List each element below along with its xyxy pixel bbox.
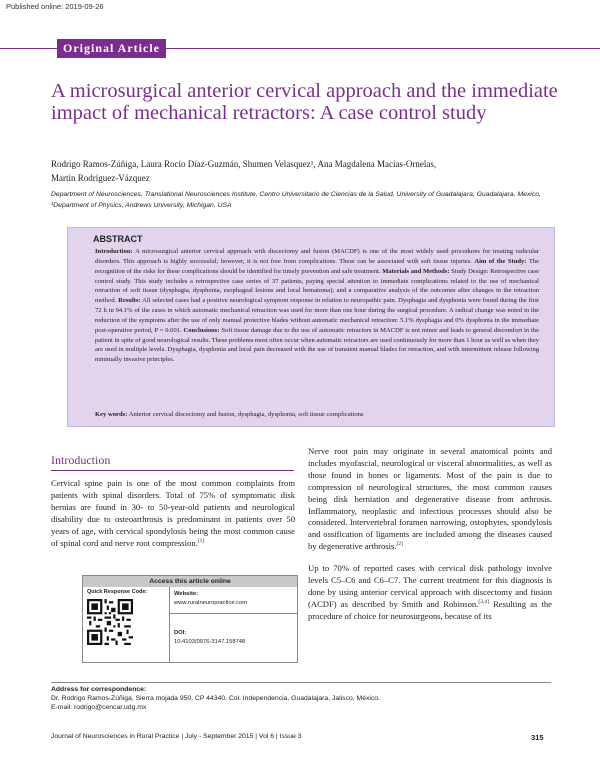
author-list xyxy=(51,157,551,185)
page-number: 315 xyxy=(531,733,544,742)
abstract-methods-text: Study Design: Retrospective case control study. This study includes a retrospective case series of 37 patients, paying special attention to immediate complications related to the use of mechanical retraction of soft tissue (dysphagia, dysphonia, esophageal lesions and local hematoma); and a comparative analysis of the outcomes after changes in the retraction method. xyxy=(95,267,539,305)
right-paragraph-2-text-a: Up to 70% of reported cases with cervical disk pathology involve levels C5–C6 and C6–C7. The current treatment for this diagnosis is done by using anterior cervical approach with discectomy and fusion (ACDF) as described by Smith and Robinson. xyxy=(308,563,552,609)
article-type-label: Original Article xyxy=(57,39,166,58)
doi-label: DOI: xyxy=(174,630,187,636)
website-label: Website: xyxy=(174,591,199,597)
abstract-aim-text: The recognition of the risks for these complications should be identified for timely prevention and safe treatment. xyxy=(95,257,539,275)
abstract-methods-label: Materials and Methods: xyxy=(382,267,450,275)
abstract-intro-text: A microsurgical anterior cervical approach with discectomy and fusion (MACDF) is one of the most widely used procedures for treating radicular disorders. This approach is highly successful; however, it is not free from complications. These can be associated with soft tissue injuries. xyxy=(95,248,539,265)
access-box-heading: Access this article online xyxy=(83,576,297,587)
article-type-banner xyxy=(0,39,600,58)
qr-code-icon[interactable] xyxy=(87,599,133,645)
right-paragraph-2-text-b: Resulting as the procedure of choice for neurosurgeons, because of its xyxy=(308,598,552,621)
qr-code-label: Quick Response Code: xyxy=(87,589,148,595)
citation-ref[interactable]: [1] xyxy=(197,537,205,544)
keywords-label: Key words: xyxy=(95,411,128,418)
abstract-aim-label: Aim of the Study: xyxy=(474,257,527,265)
authors-line-1: Rodrigo Ramos-Zúñiga, Laura Rocío Díaz-Guzmán, Shumen Velasquez¹, Ana Magdalena Macías-Ornelas, xyxy=(51,159,437,169)
keywords-text: Anterior cervical discectomy and fusion, dysphagia, dysphonia, soft tissue complications xyxy=(128,411,364,418)
correspondence-email[interactable]: E-mail: rodrigo@cencar.udg.mx xyxy=(51,704,147,712)
article-title: A microsurgical anterior cervical approach and the immediate impact of mechanical retractors: A case control study xyxy=(51,80,558,124)
introduction-heading: Introduction xyxy=(51,453,111,467)
correspondence-address: Dr. Rodrigo Ramos-Zúñiga, Sierra mojada 950, CP 44340, Col. Independencia, Guadalajara, Jalisco, México. xyxy=(51,695,380,703)
website-link[interactable]: www.ruralneuropractice.com xyxy=(174,600,248,606)
access-divider-horizontal xyxy=(169,613,297,614)
abstract-conclusions-label: Conclusions: xyxy=(183,326,220,334)
abstract-body xyxy=(95,247,539,365)
abstract-intro-label: Introduction: xyxy=(95,248,133,255)
correspondence-heading: Address for correspondence: xyxy=(51,686,147,693)
correspondence-block xyxy=(51,685,380,713)
authors-line-2: Martín Rodríguez-Vázquez xyxy=(51,173,150,183)
abstract-results-label: Results: xyxy=(118,297,141,305)
keywords xyxy=(95,410,539,419)
journal-footer: Journal of Neurosciences in Rural Practice | July - September 2015 | Vol 6 | Issue 3 xyxy=(51,733,302,740)
doi-link[interactable]: 10.4103/0976-3147.158748 xyxy=(174,639,246,645)
footer-rule xyxy=(51,682,551,683)
right-paragraph-2 xyxy=(308,563,552,623)
citation-ref[interactable]: [3,4] xyxy=(478,599,489,606)
abstract-results-text: All selected cases had a positive neurological symptom response in relation to neuropathic pain. Dysphagia and dysphonia were found during the first 72 h in 94.1% of the cases in which automatic mechanical retraction was used for more than one hour during the surgical procedure. A radical change was noted in the reduction of the symptoms after the use of only manual protective blades without automatic mechanical retraction: 5.1% dysphagia and 0% dysphonia in the immediate post-operative period, P = 0.001. xyxy=(95,297,540,334)
right-paragraph-1 xyxy=(308,446,552,553)
citation-ref[interactable]: [2] xyxy=(396,541,403,548)
right-column xyxy=(308,446,552,633)
published-date: Published online: 2019-09-26 xyxy=(6,2,104,11)
abstract-conclusions-text: Soft tissue damage due to the use of automatic retractors in MACDF is not minor and leads to general discomfort in the patient in spite of good neurological results. These problems most often occur when automatic retractors are used continuously for more than 1 hour as well as when they are used in multiple levels. Dysphagia, dysphonia and local pain decreased with the use of transient manual blades for retraction, and with intermittent release following minimally invasive principles. xyxy=(95,326,539,364)
introduction-rule xyxy=(51,470,294,471)
left-column xyxy=(51,478,295,549)
access-divider-vertical xyxy=(169,587,170,662)
access-article-box xyxy=(82,575,298,663)
abstract-heading: ABSTRACT xyxy=(93,234,143,244)
intro-paragraph-1: Cervical spine pain is one of the most common complaints from patients with spinal disorders. Total of 75% of symptomatic disk hernias are found in 30- to 50-year-old patients and neurological disability due to osteoarthrosis is predominant in patients over 50 years of age, with cervical spondylosis being the most common cause of spinal cord and nerve root compression. xyxy=(51,478,295,548)
abstract-box xyxy=(67,227,555,427)
affiliations: Department of Neurosciences, Translational Neurosciences Institute, Centro Universitario de Ciencias de la Salud, University of Guadalajara, Guadalajara, Mexico, ¹Department of Physics, Andrews University, Michigan, USA xyxy=(51,191,541,209)
right-paragraph-1-text: Nerve root pain may originate in several anatomical points and includes myofascial, neurological or visceral abnormalities, as well as those found in bones or ligaments. Most of the pain is due to compression of neurological structures, the most common causes being disk herniation and degenerative disease from arthrosis. Inflammatory, neoplastic and infectious processes should also be considered. Intervertebral foramen narrowing, ostophytes, spondylosis and ossification of ligaments are included among the diseases caused by degenerative arthrosis. xyxy=(308,446,552,552)
